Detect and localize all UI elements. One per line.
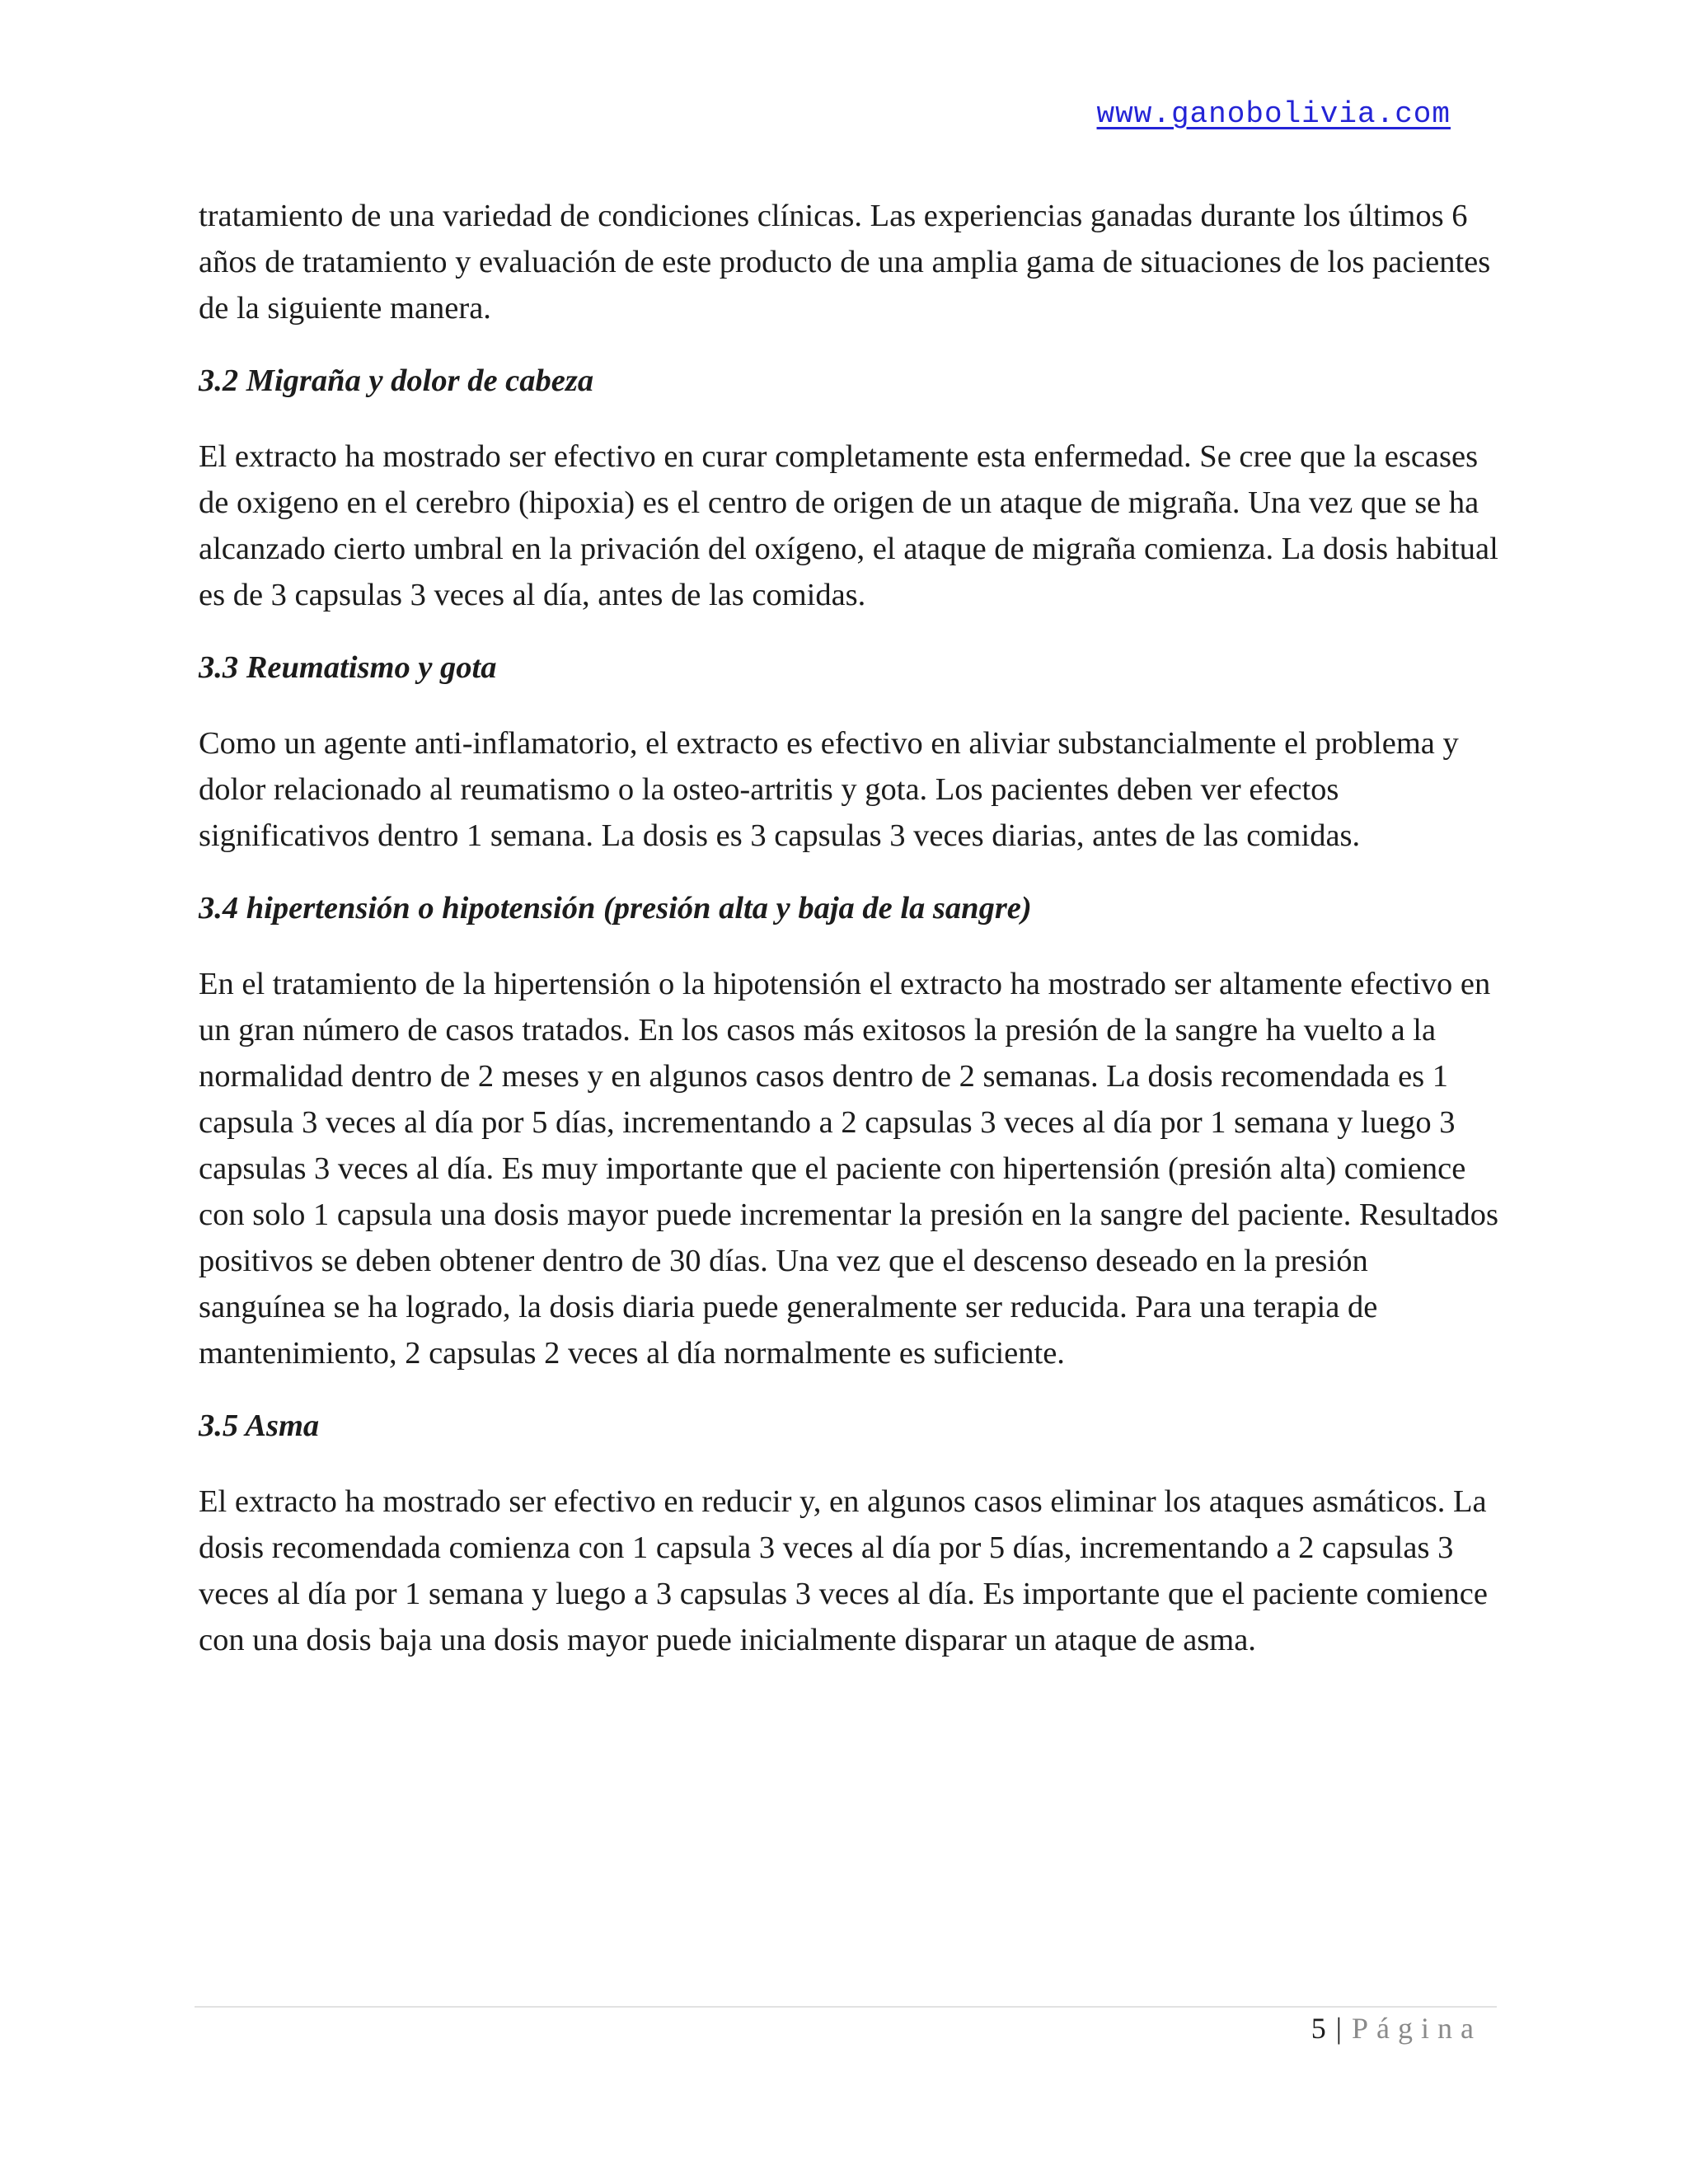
footer-separator: | [1335,2012,1343,2045]
page-label: Página [1352,2012,1482,2045]
footer-divider [195,2006,1497,2008]
heading-rheumatism: 3.3 Reumatismo y gota [199,650,497,685]
header-website-link[interactable]: www.ganobolivia.com [1096,97,1451,131]
heading-hypertension: 3.4 hipertensión o hipotensión (presión alta y baja de la sangre) [199,891,1032,926]
rheumatism-paragraph: Como un agente anti-inflamatorio, el extracto es efectivo en aliviar substancialmente el problema y dolor relacionado al reumatismo o la osteo-artritis y gota. Los pacientes deben ver efectos significativos dentro 1 semana. La dosis es 3 capsulas 3 veces diarias, antes de las comidas. [199,726,1459,853]
heading-migraine: 3.2 Migraña y dolor de cabeza [199,363,594,398]
heading-asthma: 3.5 Asma [199,1408,320,1443]
page-content [199,193,1501,1691]
intro-paragraph: tratamiento de una variedad de condiciones clínicas. Las experiencias ganadas durante los últimos 6 años de tratamiento y evaluación de este producto de una amplia gama de situaciones de los pacientes de la siguiente manera. [199,199,1491,326]
page-number: 5 [1311,2012,1326,2045]
migraine-paragraph: El extracto ha mostrado ser efectivo en curar completamente esta enfermedad. Se cree que la escases de oxigeno en el cerebro (hipoxia) es el centro de origen de un ataque de migraña. Una vez que se ha alcanzado cierto umbral en la privación del oxígeno, el ataque de migraña comienza. La dosis habitual es de 3 capsulas 3 veces al día, antes de las comidas. [199,439,1498,612]
asthma-paragraph: El extracto ha mostrado ser efectivo en reducir y, en algunos casos eliminar los ataques asmáticos. La dosis recomendada comienza con 1 capsula 3 veces al día por 5 días, incrementando a 2 capsulas 3 veces al día por 1 semana y luego a 3 capsulas 3 veces al día. Es importante que el paciente comience con una dosis baja una dosis mayor puede inicialmente disparar un ataque de asma. [199,1484,1488,1657]
page-footer [1311,2011,1482,2046]
hypertension-paragraph: En el tratamiento de la hipertensión o la hipotensión el extracto ha mostrado ser altamente efectivo en un gran número de casos tratados. En los casos más exitosos la presión de la sangre ha vuelto a la normalidad dentro de 2 meses y en algunos casos dentro de 2 semanas. La dosis recomendada es 1 capsula 3 veces al día por 5 días, incrementando a 2 capsulas 3 veces al día por 1 semana y luego 3 capsulas 3 veces al día. Es muy importante que el paciente con hipertensión (presión alta) comience con solo 1 capsula una dosis mayor puede incrementar la presión en la sangre del paciente. Resultados positivos se deben obtener dentro de 30 días. Una vez que el descenso deseado en la presión sanguínea se ha logrado, la dosis diaria puede generalmente ser reducida. Para una terapia de mantenimiento, 2 capsulas 2 veces al día normalmente es suficiente. [199,967,1498,1371]
